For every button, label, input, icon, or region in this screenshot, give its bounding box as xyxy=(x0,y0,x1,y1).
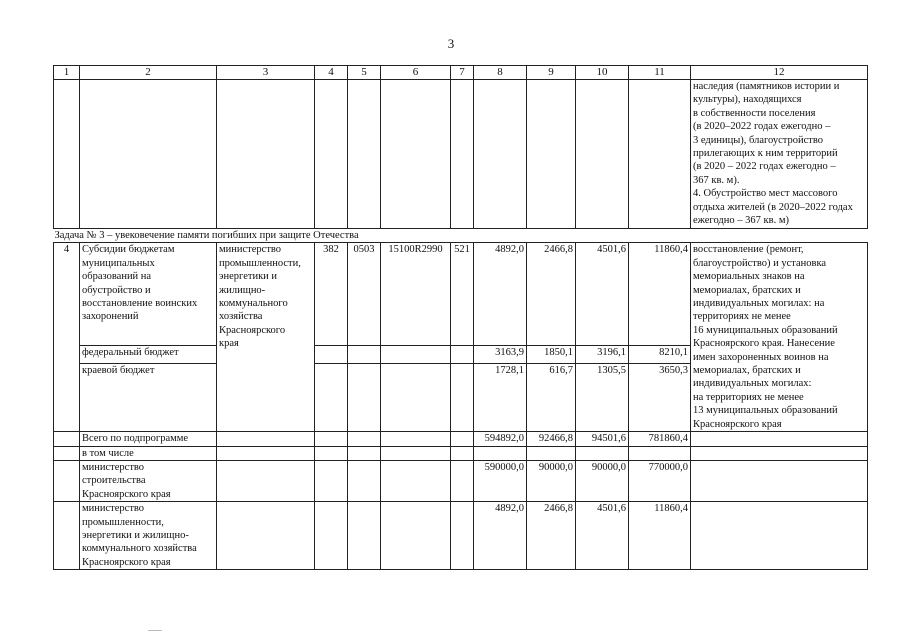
table-row xyxy=(54,432,868,446)
col-header: 6 xyxy=(381,66,451,80)
col-header: 1 xyxy=(54,66,80,80)
col-header: 10 xyxy=(576,66,629,80)
value-2020: 4892,0 xyxy=(474,502,527,570)
col-header: 4 xyxy=(315,66,348,80)
value-total: 3650,3 xyxy=(629,364,691,432)
value-2021: 90000,0 xyxy=(527,460,576,501)
value-2022: 3196,1 xyxy=(576,345,629,363)
row-label: министерство строительства Красноярского края xyxy=(80,460,217,501)
value-2020: 594892,0 xyxy=(474,432,527,446)
row-label: в том числе xyxy=(80,446,217,460)
value-total: 11860,4 xyxy=(629,243,691,346)
continued-row xyxy=(54,80,868,229)
value-total: 781860,4 xyxy=(629,432,691,446)
result-cell: восстановление (ремонт, благоустройство) и установка мемориальных знаков на мемориалах, братских и индивидуальных могилах: на территориях не менее 16 муниципальных образований Красноярского края. Нанесение имен захороненных воинов на мемориалах, братских и индивидуальных могилах: на территориях не менее 13 муниципальных образований Красноярского края xyxy=(691,243,868,432)
value-2020: 590000,0 xyxy=(474,460,527,501)
value-total: 8210,1 xyxy=(629,345,691,363)
col-header: 3 xyxy=(217,66,315,80)
value-2021: 616,7 xyxy=(527,364,576,432)
value-2020: 3163,9 xyxy=(474,345,527,363)
value-2021: 2466,8 xyxy=(527,502,576,570)
section-code: 0503 xyxy=(348,243,381,346)
value-total: 770000,0 xyxy=(629,460,691,501)
continued-result-cell: наследия (памятников истории и культуры), находящихся в собственности поселения (в 2020–2022 годах ежегодно – 3 единицы), благоустройство прилегающих к ним территорий (в 2020 – 2022 годах ежегодно – 367 кв. м). 4. Обустройство мест массового отдыха жителей (в 2020–2022 годах ежегодно – 367 кв. м) xyxy=(691,80,868,229)
ministry-cell: министерство промышленности, энергетики и жилищно- коммунального хозяйства Красноярского края xyxy=(217,243,315,432)
page-number: 3 xyxy=(447,36,455,51)
table-row xyxy=(54,446,868,460)
value-2022: 94501,6 xyxy=(576,432,629,446)
scan-artifact xyxy=(148,630,162,631)
value-2020: 1728,1 xyxy=(474,364,527,432)
task-row xyxy=(54,229,868,243)
table-row xyxy=(54,502,868,570)
col-header: 8 xyxy=(474,66,527,80)
measure-name: Субсидии бюджетам муниципальных образований на обустройство и восстановление воинских захоронений xyxy=(80,243,217,346)
col-header: 9 xyxy=(527,66,576,80)
col-header: 7 xyxy=(451,66,474,80)
row-label: министерство промышленности, энергетики и жилищно- коммунального хозяйства Красноярского края xyxy=(80,502,217,570)
value-2022: 4501,6 xyxy=(576,502,629,570)
task-title: Задача № 3 – увековечение памяти погибших при защите Отечества xyxy=(54,229,868,243)
col-header: 2 xyxy=(80,66,217,80)
value-2021: 1850,1 xyxy=(527,345,576,363)
col-header: 12 xyxy=(691,66,868,80)
target-code: 15100R2990 xyxy=(381,243,451,346)
value-2021: 92466,8 xyxy=(527,432,576,446)
value-2022: 90000,0 xyxy=(576,460,629,501)
value-2021: 2466,8 xyxy=(527,243,576,346)
col-header: 11 xyxy=(629,66,691,80)
row-label: краевой бюджет xyxy=(80,364,217,432)
col-header: 5 xyxy=(348,66,381,80)
value-2022: 1305,5 xyxy=(576,364,629,432)
table-row xyxy=(54,243,868,346)
table-row xyxy=(54,460,868,501)
value-2020: 4892,0 xyxy=(474,243,527,346)
row-number: 4 xyxy=(54,243,80,432)
value-total: 11860,4 xyxy=(629,502,691,570)
row-label: федеральный бюджет xyxy=(80,345,217,363)
program-table xyxy=(53,65,868,570)
grbs-code: 382 xyxy=(315,243,348,346)
header-row xyxy=(54,66,868,80)
row-label: Всего по подпрограмме xyxy=(80,432,217,446)
value-2022: 4501,6 xyxy=(576,243,629,346)
expense-code: 521 xyxy=(451,243,474,346)
